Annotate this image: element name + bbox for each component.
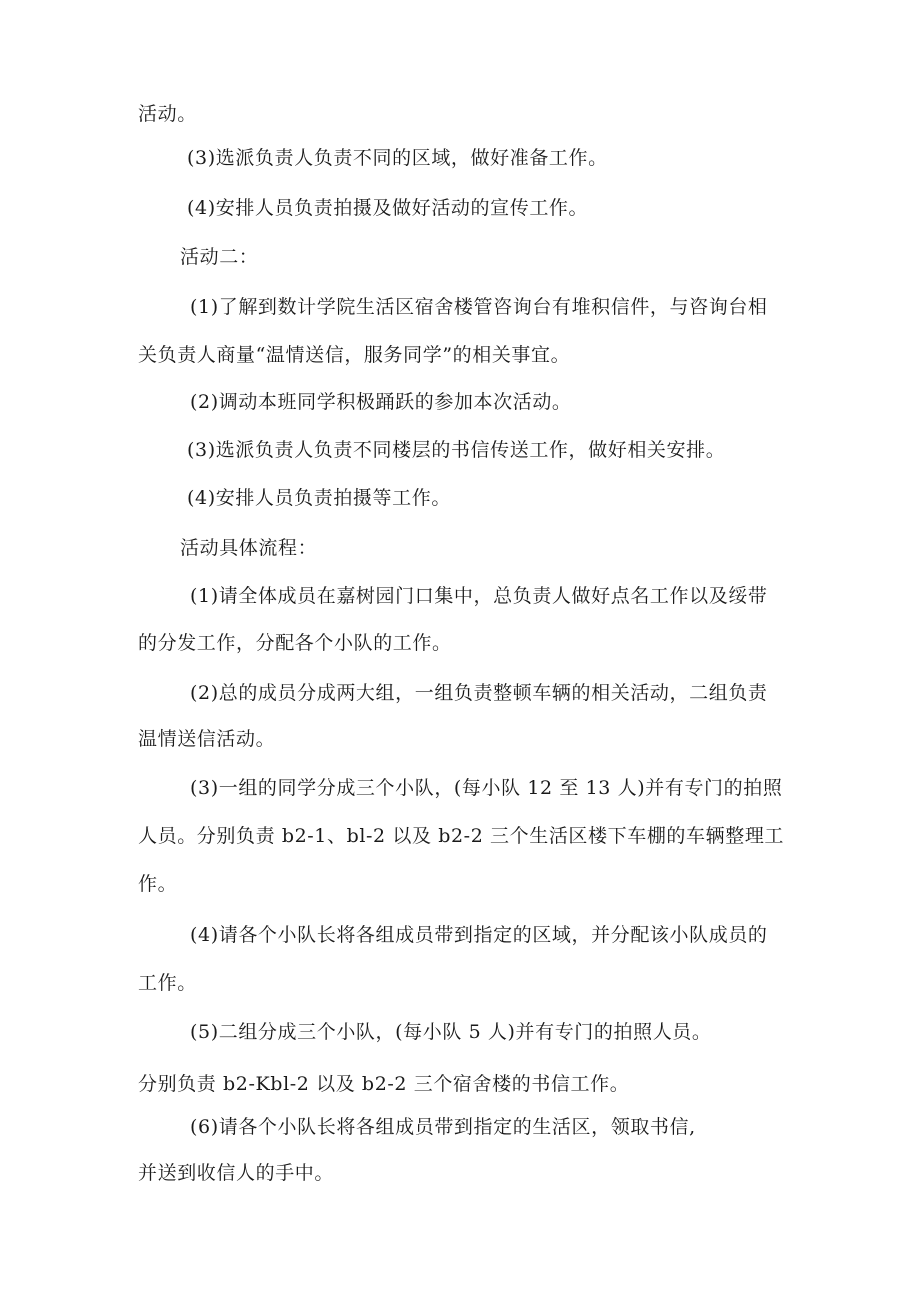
text-line: 并送到收信人的手中。 <box>138 1162 335 1184</box>
text-line: (3)一组的同学分成三个小队，(每小队 12 至 13 人)并有专门的拍照 <box>190 777 783 799</box>
text-line: 活动。 <box>138 103 197 125</box>
text-line: 关负责人商量“温情送信，服务同学”的相关事宜。 <box>138 344 571 366</box>
text-line: 工作。 <box>138 972 197 994</box>
text-line: 人员。分别负责 b2-1、bl-2 以及 b2-2 三个生活区楼下车棚的车辆整理工 <box>138 825 785 847</box>
text-line: 分别负责 b2-Kbl-2 以及 b2-2 三个宿舍楼的书信工作。 <box>138 1073 630 1095</box>
text-line: (4)安排人员负责拍摄及做好活动的宣传工作。 <box>187 197 589 219</box>
text-line: 的分发工作，分配各个小队的工作。 <box>138 632 452 654</box>
text-line: (1)了解到数计学院生活区宿舍楼管咨询台有堆积信件，与咨询台相 <box>190 296 768 318</box>
text-line: 作。 <box>138 873 178 895</box>
text-line: (4)安排人员负责拍摄等工作。 <box>187 487 451 509</box>
text-line: (5)二组分成三个小队，(每小队 5 人)并有专门的拍照人员。 <box>190 1021 712 1043</box>
section-heading: 活动二： <box>180 246 259 268</box>
text-line: (2)调动本班同学积极踊跃的参加本次活动。 <box>190 391 572 413</box>
text-line: (3)选派负责人负责不同的区域，做好准备工作。 <box>187 147 608 169</box>
text-line: (3)选派负责人负责不同楼层的书信传送工作，做好相关安排。 <box>187 439 726 461</box>
text-line: (4)请各个小队长将各组成员带到指定的区域，并分配该小队成员的 <box>190 924 768 946</box>
section-heading: 活动具体流程： <box>180 537 318 559</box>
text-line: (6)请各个小队长将各组成员带到指定的生活区，领取书信, <box>190 1116 696 1138</box>
text-line: (2)总的成员分成两大组，一组负责整顿车辆的相关活动，二组负责 <box>190 682 768 704</box>
text-line: 温情送信活动。 <box>138 728 276 750</box>
text-line: (1)请全体成员在嘉树园门口集中，总负责人做好点名工作以及绥带 <box>190 585 768 607</box>
